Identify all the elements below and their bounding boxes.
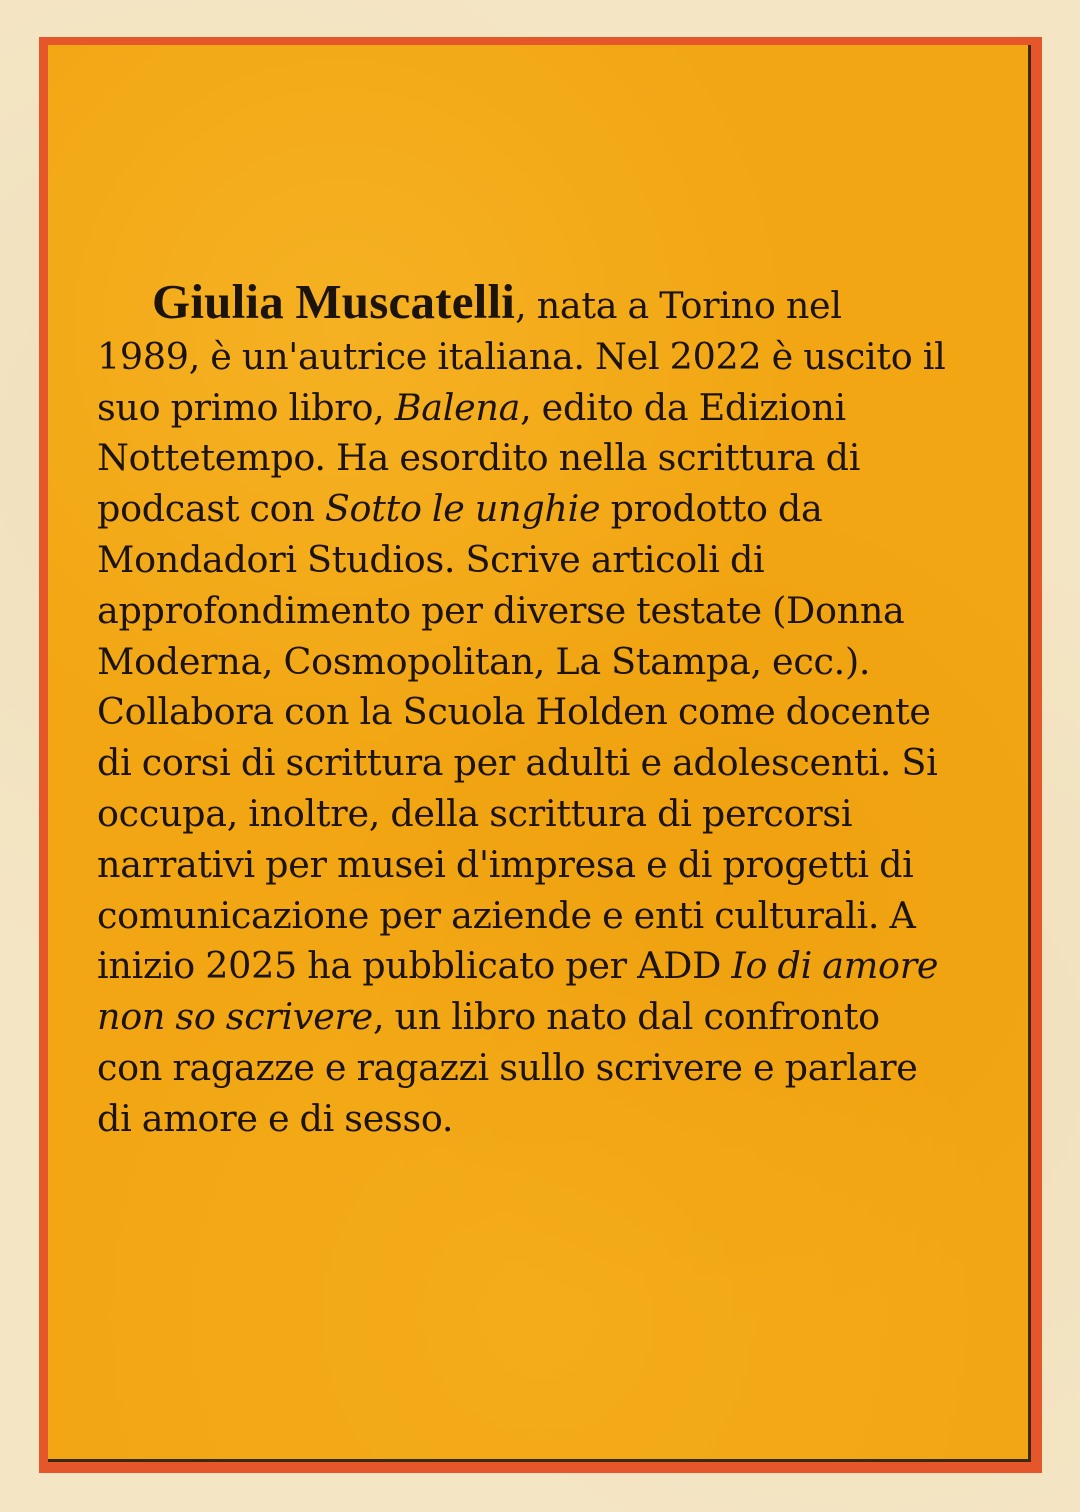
bio-text-2: , edito da Edizioni Nottetempo. Ha esordito nella scrittura di podcast con: [97, 385, 861, 531]
bio-text-4: , un libro nato dal confronto con ragazze e ragazzi sullo scrivere e parlare di amore e di sesso.: [97, 995, 918, 1140]
podcast-title: Sotto le unghie: [324, 487, 601, 531]
bio-text-3: prodotto da Mondadori Studios. Scrive articoli di approfondimento per diverse testate (Donna Moderna, Cosmopolitan, La Stampa, ecc.). Collabora con la Scuola Holden come docente di corsi di scrittura per adulti e adolescenti. Si occupa, inoltre, della scrittura di percorsi narrativi per musei d'impresa e di progetti di comunicazione per aziende e enti culturali. A inizio 2025 ha pubblicato per ADD: [97, 487, 938, 988]
book-title-io-di-amore: Io di amore non so scrivere: [97, 944, 939, 1039]
author-bio: [97, 274, 947, 1145]
book-title-balena: Balena: [394, 385, 521, 429]
bio-text-1: , nata a Torino nel 1989, è un'autrice italiana. Nel 2022 è uscito il suo primo libro,: [97, 284, 946, 429]
author-name: Giulia Muscatelli: [152, 274, 516, 329]
